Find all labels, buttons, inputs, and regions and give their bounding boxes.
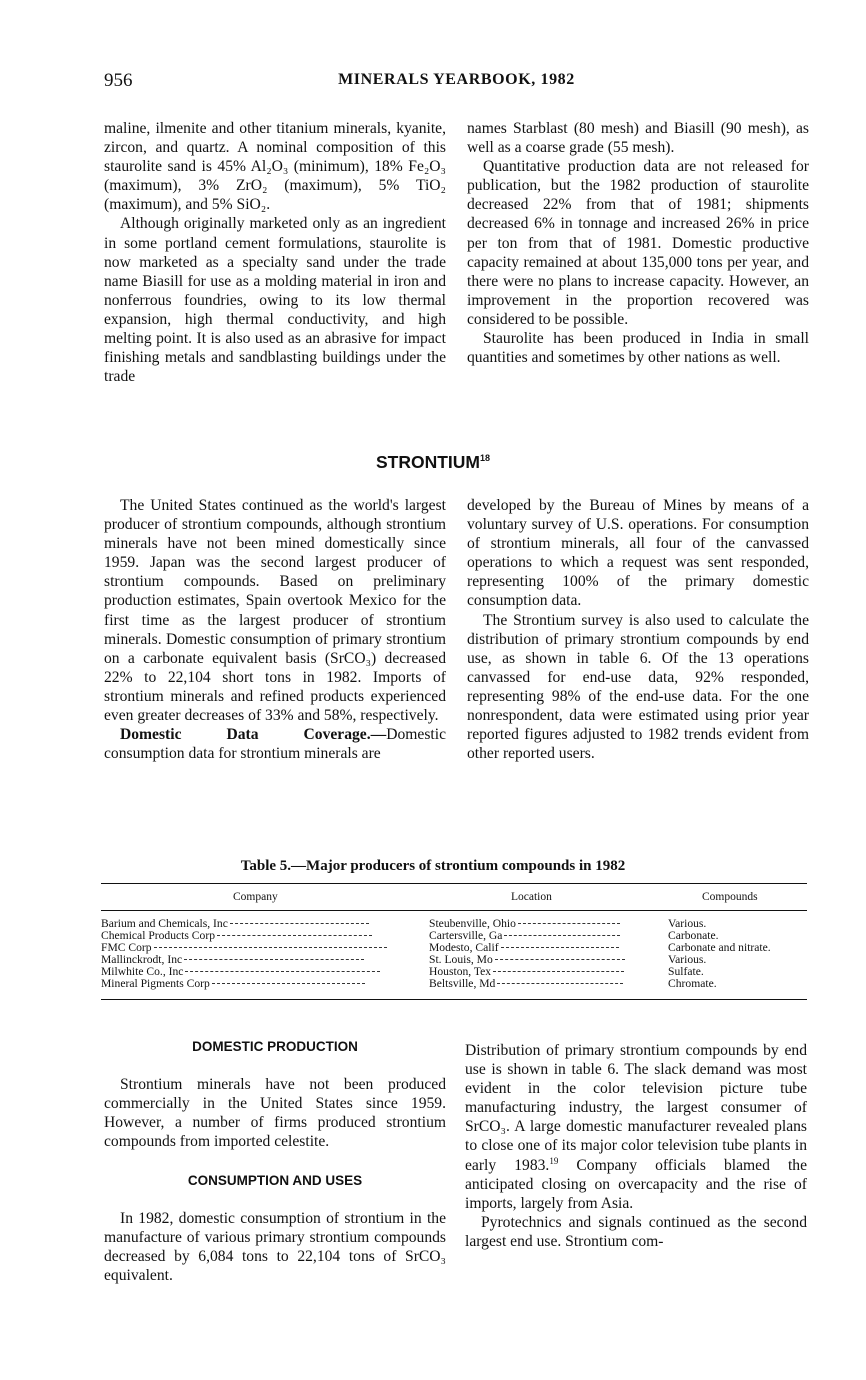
page-header [104, 70, 809, 94]
paragraph: Although originally marketed only as an ingredient in some portland cement formulations, staurolite is now marketed as a specialty sand under the trade name Biasill for use as a molding material in iron and nonferrous foundries, owing to its low thermal expansion, high thermal conductivity, and high melting point. It is also used as an abrasive for impact finishing metals and sandblasting buildings under the trade [104, 215, 446, 386]
table-bottom-rule [101, 999, 807, 1000]
location-cell: Beltsville, Md [429, 978, 623, 990]
staurolite-right-column [467, 119, 809, 367]
company-cell: Mallinckrodt, Inc [101, 954, 364, 966]
company-cell: Chemical Products Corp [101, 930, 372, 942]
company-cell: Mineral Pigments Corp [101, 978, 365, 990]
paragraph: Staurolite has been produced in India in small quantities and sometimes by other nations as well. [467, 330, 809, 367]
domestic-production-heading: DOMESTIC PRODUCTION [192, 1039, 358, 1054]
compounds-cell: Carbonate. [668, 929, 719, 942]
column-header-compounds: Compounds [702, 891, 758, 903]
paragraph-text: Domestic consumption data for strontium minerals are [104, 726, 446, 763]
column-header-location: Location [511, 891, 552, 903]
paragraph: In 1982, domestic consumption of strontium in the manufacture of various primary strontium compounds decreased by 6,084 tons to 22,104 tons of SrCO₃ equivalent. [104, 1209, 446, 1284]
staurolite-left-column [104, 119, 446, 386]
location-cell: Cartersville, Ga [429, 930, 620, 942]
running-title: MINERALS YEARBOOK, 1982 [338, 71, 575, 88]
consumption-right-column [465, 1041, 807, 1251]
table-header-rule [101, 910, 807, 911]
paragraph: maline, ilmenite and other titanium minerals, kyanite, zircon, and quartz. A nominal composition of this staurolite sand is 45% Al₂O₃ (minimum), 18% Fe₂O₃ (maximum), 3% ZrO₂ (maximum), 5% TiO₂ (maximum), and 5% SiO₂. [104, 120, 446, 214]
strontium-right-column [467, 496, 809, 763]
section-title-text: STRONTIUM [375, 452, 480, 472]
production-left-column [104, 1037, 446, 1285]
location-cell: Modesto, Calif [429, 942, 619, 954]
compounds-cell: Sulfate. [668, 965, 704, 978]
footnote-ref: 18 [480, 453, 491, 464]
strontium-heading [0, 452, 866, 473]
column-header-company: Company [233, 891, 278, 903]
compounds-cell: Chromate. [668, 977, 717, 990]
compounds-cell: Various. [668, 953, 707, 966]
table-top-rule [101, 883, 807, 884]
company-cell: FMC Corp [101, 942, 387, 954]
paragraph-data-coverage [104, 725, 446, 763]
compounds-cell: Various. [668, 917, 707, 930]
compounds-cell: Carbonate and nitrate. [668, 941, 771, 954]
company-cell: Milwhite Co., Inc [101, 966, 380, 978]
paragraph: The United States continued as the world's largest producer of strontium compounds, although strontium minerals have not been mined domestically since 1959. Japan was the second largest producer of strontium compounds. Based on preliminary production estimates, Spain overtook Mexico for the first time as the largest producer of strontium minerals. Domestic consumption of primary strontium on a carbonate equivalent basis (SrCO₃) decreased 22% to 22,104 short tons in 1982. Imports of strontium minerals and refined products experienced even greater decreases of 33% and 58%, respectively. [104, 497, 446, 725]
page-number: 956 [104, 70, 133, 91]
paragraph: Quantitative production data are not released for publication, but the 1982 production of staurolite decreased 22% from that of 1981; shipments decreased 6% in tonnage and increased 26% in price per ton from that of 1981. Domestic productive capacity remained at about 135,000 tons per year, and there were no plans to increase capacity. However, an improvement in the proportion recovered was considered to be possible. [467, 158, 809, 328]
paragraph: Distribution of primary strontium compounds by end use is shown in table 6. The slack demand was most evident in the color television picture tube manufacturing industry, the largest consumer of SrCO₃. A large domestic manufacturer revealed plans to close one of its major color television tube plants in early 1983.19 Company officials blamed the anticipated closing on overcapacity and the rise of imports, largely from Asia. [465, 1042, 807, 1212]
strontium-left-column [104, 496, 446, 763]
company-cell: Barium and Chemicals, Inc [101, 918, 369, 930]
run-in-heading: Domestic Data Coverage.— [120, 726, 387, 744]
paragraph: Strontium minerals have not been produced commercially in the United States since 1959. However, a number of firms produced strontium compounds from imported celestite. [104, 1076, 446, 1151]
paragraph: The Strontium survey is also used to calculate the distribution of primary strontium compounds by end use, as shown in table 6. Of the 13 operations canvassed for end-use data, 92% responded, representing 98% of the end-use data. For the one nonrespondent, data were estimated using prior year reported figures adjusted to 1982 trends evident from other reported users. [467, 611, 809, 763]
paragraph: names Starblast (80 mesh) and Biasill (90 mesh), as well as a coarse grade (55 mesh). [467, 120, 809, 157]
location-cell: Houston, Tex [429, 966, 624, 978]
consumption-heading: CONSUMPTION AND USES [187, 1173, 363, 1189]
table-caption: Table 5.—Major producers of strontium compounds in 1982 [240, 858, 626, 874]
location-cell: Steubenville, Ohio [429, 918, 620, 930]
paragraph: developed by the Bureau of Mines by means of a voluntary survey of U.S. operations. For consumption of strontium minerals, all four of the canvassed operations to which a request was sent responded, representing 100% of the primary domestic consumption data. [467, 497, 809, 610]
footnote-ref: 19 [549, 1155, 559, 1166]
location-cell: St. Louis, Mo [429, 954, 625, 966]
paragraph: Pyrotechnics and signals continued as the second largest end use. Strontium com- [465, 1213, 807, 1250]
